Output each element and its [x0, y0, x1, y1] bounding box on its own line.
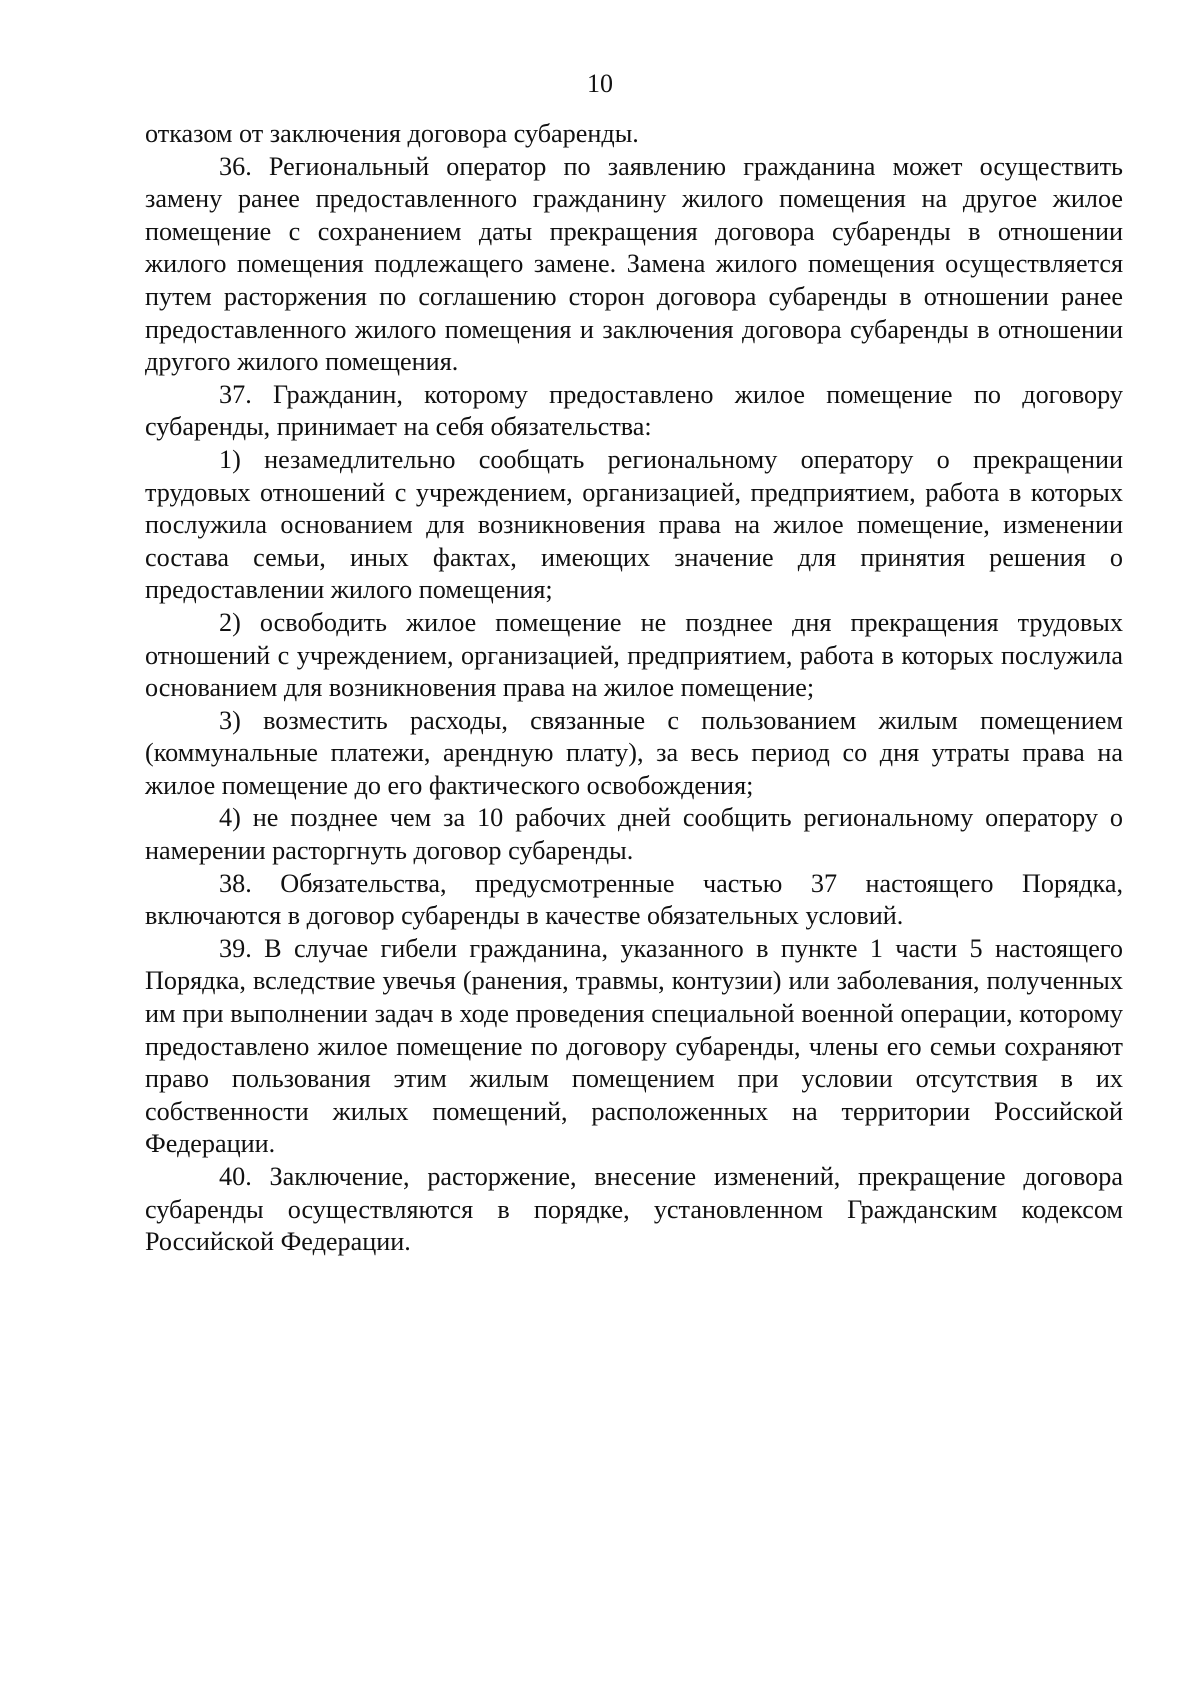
paragraph-continuation: отказом от заключения договора субаренды.: [145, 119, 639, 148]
document-body: [145, 118, 1123, 1259]
paragraph-38: 38. Обязательства, предусмотренные частью 37 настоящего Порядка, включаются в договор субаренды в качестве обязательных условий.: [145, 868, 1123, 931]
paragraph-37: 37. Гражданин, которому предоставлено жилое помещение по договору субаренды, принимает на себя обязательства:: [145, 379, 1123, 442]
paragraph-37-item-2: 2) освободить жилое помещение не позднее дня прекращения трудовых отношений с учреждением, организацией, предприятием, работа в которых послужила основанием для возникновения права на жилое помещение;: [145, 607, 1123, 703]
page-number: 10: [587, 69, 613, 98]
paragraph-37-item-4: 4) не позднее чем за 10 рабочих дней сообщить региональному оператору о намерении расторгнуть договор субаренды.: [145, 803, 1123, 866]
paragraph-37-item-1: 1) незамедлительно сообщать региональному оператору о прекращении трудовых отношений с учреждением, организацией, предприятием, работа в которых послужила основанием для возникновения права на жилое помещение, изменении состава семьи, иных фактах, имеющих значение для принятия решения о предоставлении жилого помещения;: [145, 444, 1123, 605]
paragraph-36: 36. Региональный оператор по заявлению гражданина может осуществить замену ранее предоставленного гражданину жилого помещения на другое жилое помещение с сохранением даты прекращения договора субаренды в отношении жилого помещения подлежащего замене. Замена жилого помещения осуществляется путем расторжения по соглашению сторон договора субаренды в отношении ранее предоставленного жилого помещения и заключения договора субаренды в отношении другого жилого помещения.: [145, 151, 1123, 377]
paragraph-37-item-3: 3) возместить расходы, связанные с пользованием жилым помещением (коммунальные платежи, арендную плату), за весь период со дня утраты права на жилое помещение до его фактического освобождения;: [145, 705, 1123, 800]
paragraph-40: 40. Заключение, расторжение, внесение изменений, прекращение договора субаренды осуществляются в порядке, установленном Гражданским кодексом Российской Федерации.: [145, 1162, 1123, 1257]
paragraph-39: 39. В случае гибели гражданина, указанного в пункте 1 части 5 настоящего Порядка, вследствие увечья (ранения, травмы, контузии) или заболевания, полученных им при выполнении задач в ходе проведения специальной военной операции, которому предоставлено жилое помещение по договору субаренды, члены его семьи сохраняют право пользования этим жилым помещением при условии отсутствия в их собственности жилых помещений, расположенных на территории Российской Федерации.: [145, 933, 1123, 1159]
